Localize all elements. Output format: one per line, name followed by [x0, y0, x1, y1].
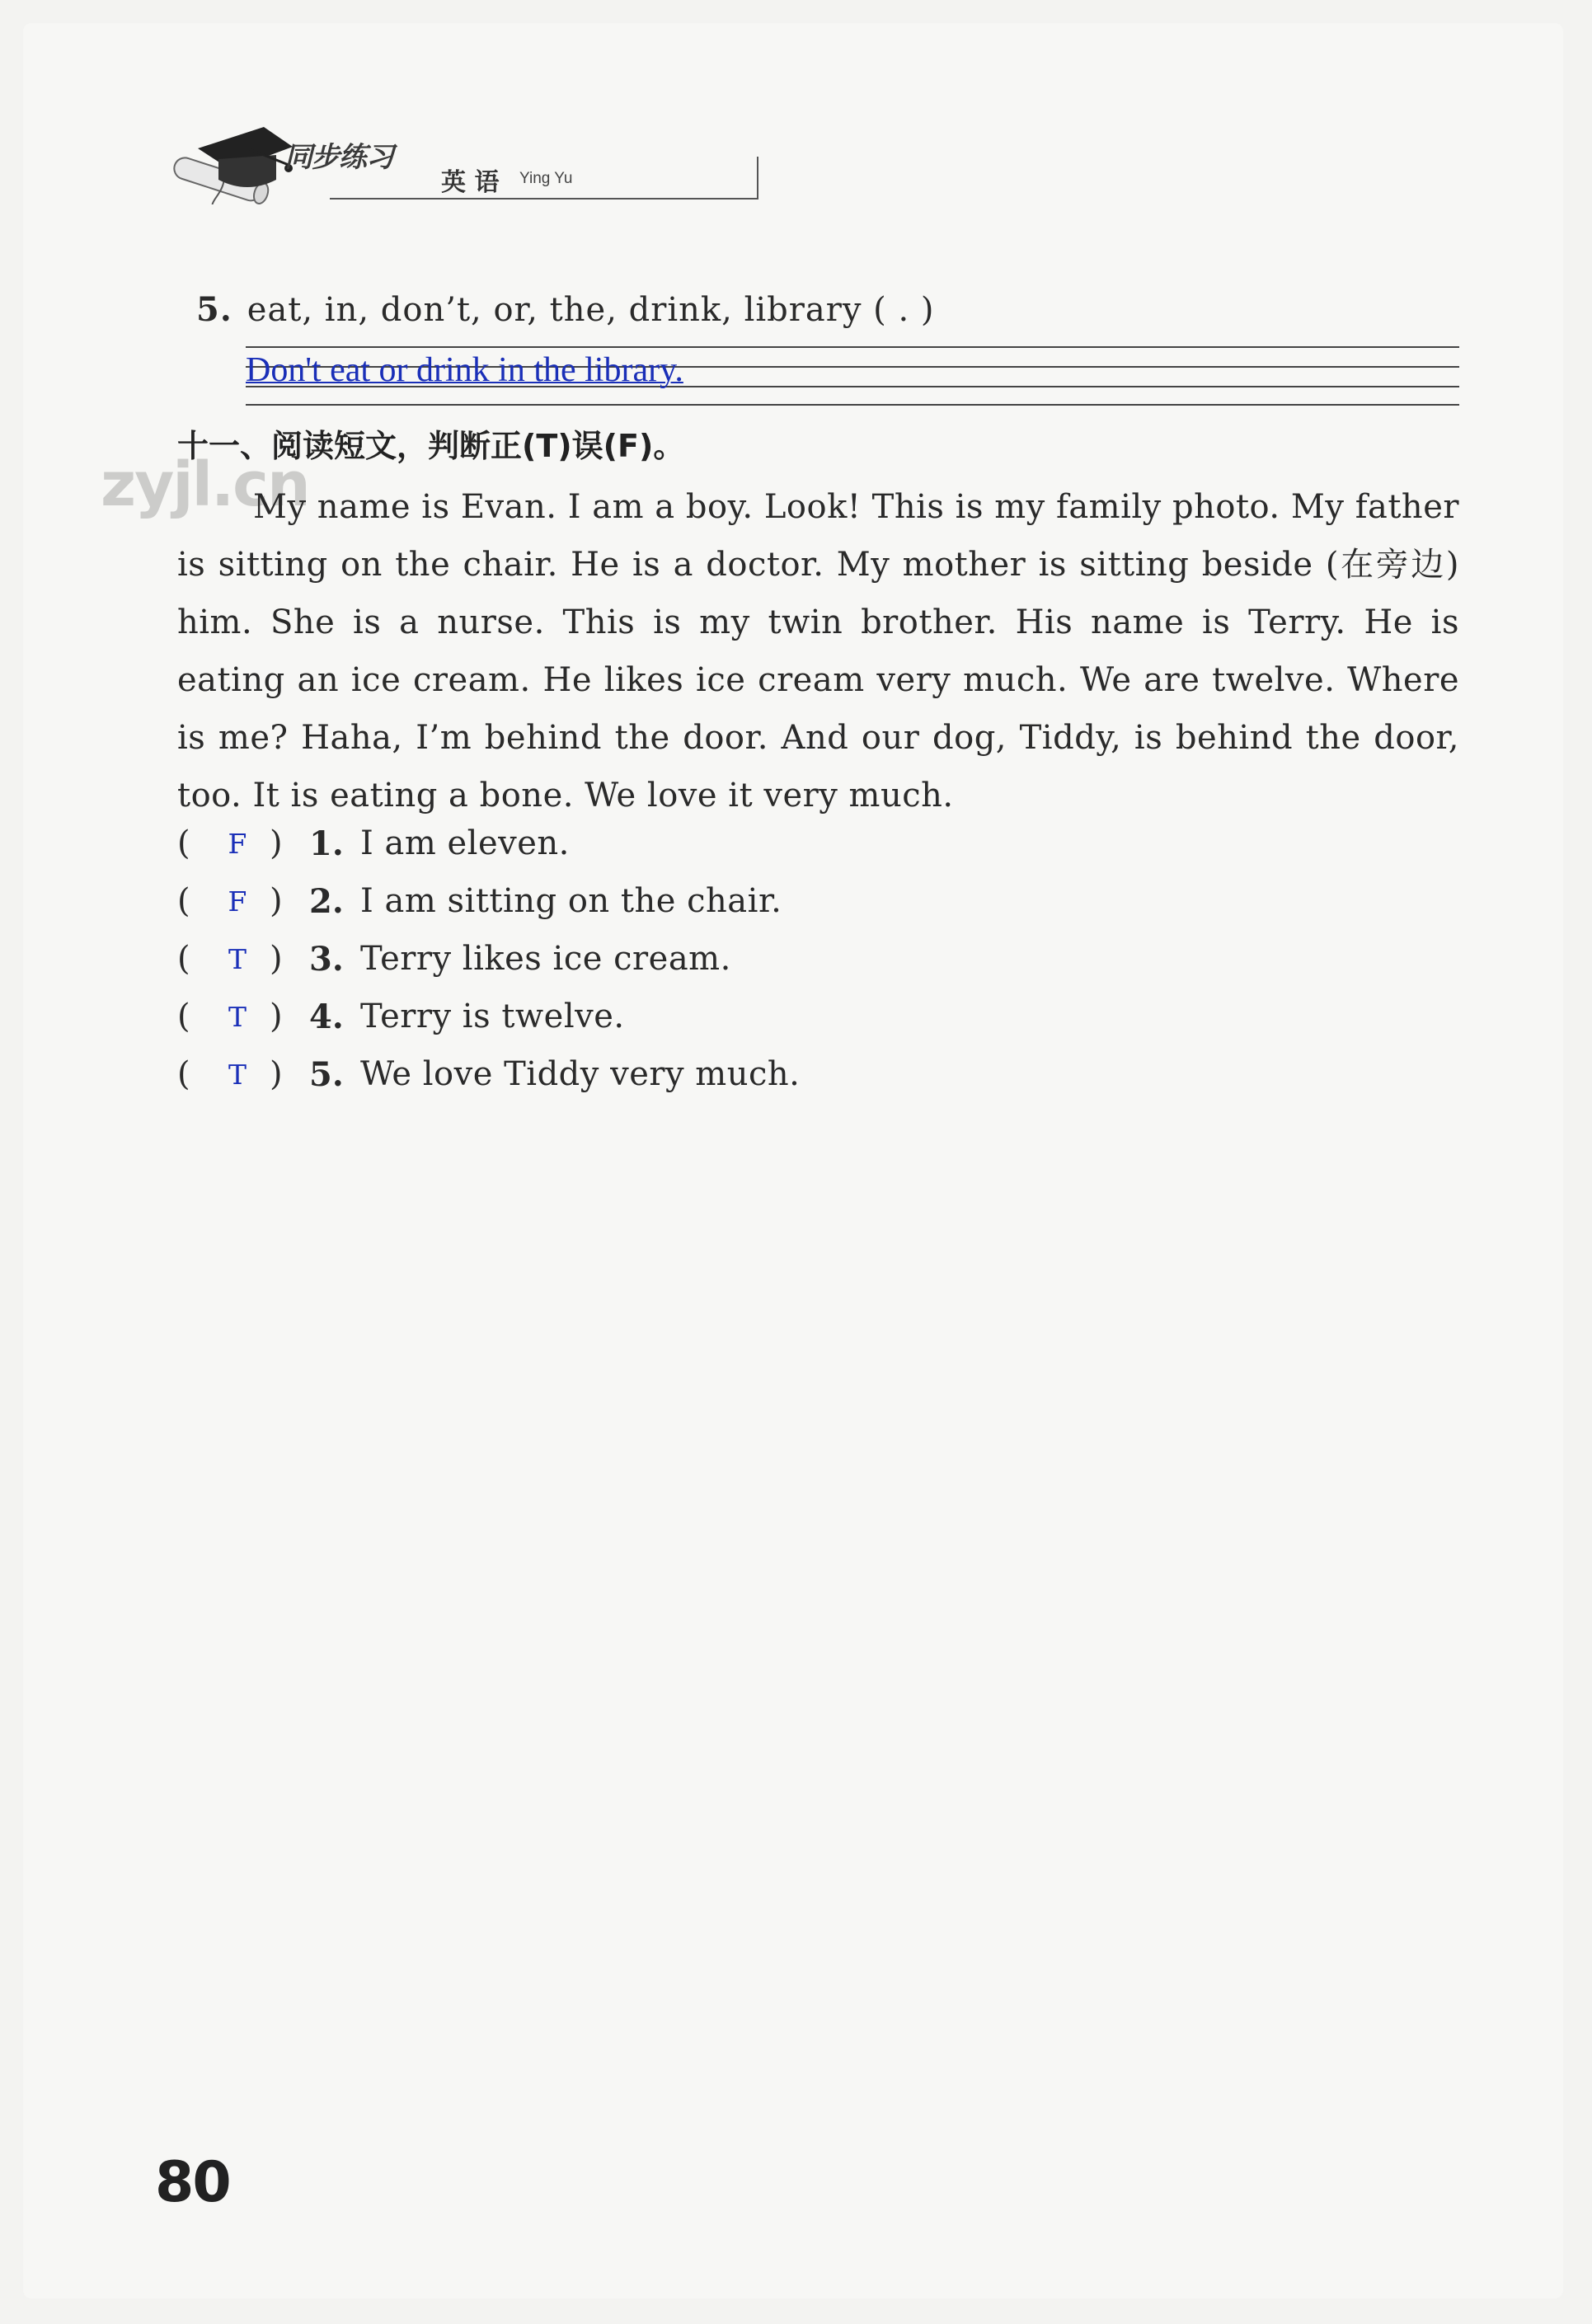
- paren-open: (: [177, 824, 190, 862]
- answer-line: [246, 346, 1459, 348]
- tf-answer: F: [228, 885, 247, 918]
- item-number: 3.: [309, 940, 344, 979]
- paren-close: ): [270, 882, 283, 920]
- paren-open: (: [177, 882, 190, 920]
- item-number: 2.: [309, 882, 344, 921]
- item-text: I am sitting on the chair.: [360, 882, 782, 920]
- page-header: [173, 122, 594, 204]
- subject-pinyin: Ying Yu: [519, 170, 573, 187]
- item-number: 5.: [309, 1055, 344, 1094]
- item-number: 4.: [309, 998, 344, 1036]
- series-title: 同步练习: [284, 141, 393, 174]
- tf-answer: T: [228, 1001, 247, 1033]
- reading-passage: [177, 478, 1459, 824]
- item-text: Terry is twelve.: [360, 998, 625, 1035]
- paren-close: ): [270, 1055, 283, 1093]
- handwritten-answer: Don't eat or drink in the library.: [246, 351, 683, 389]
- passage-text: My name is Evan. I am a boy. Look! This is my family photo. My father is sitting on the chair. He is a doctor. My mother is sitting beside (在旁边) him. She is a nurse. This is my twin brother. His name is Terry. He is eating an ice cream. He likes ice cream very much. We are twelve. Where is me? Haha, I’m behind the door. And our dog, Tiddy, is behind the door, too. It is eating a bone. We love it very much.: [177, 488, 1459, 815]
- item-text: Terry likes ice cream.: [360, 940, 731, 978]
- paren-close: ): [270, 998, 283, 1035]
- paren-close: ): [270, 824, 283, 862]
- subject-label: 英 语: [441, 168, 500, 197]
- question-prompt: eat, in, don’t, or, the, drink, library ( . ): [247, 291, 935, 329]
- tf-answer: T: [228, 1059, 247, 1091]
- header-rule: [330, 198, 758, 200]
- page-number: 80: [155, 2150, 230, 2215]
- answer-line: [246, 404, 1459, 406]
- question-5: [196, 290, 935, 329]
- item-text: We love Tiddy very much.: [360, 1055, 801, 1093]
- paren-open: (: [177, 1055, 190, 1093]
- item-number: 1.: [309, 824, 344, 863]
- section-title: 十一、阅读短文，判断正(T)误(F)。: [177, 428, 685, 464]
- paren-open: (: [177, 998, 190, 1035]
- paren-close: ): [270, 940, 283, 978]
- tf-answer: T: [228, 943, 247, 975]
- item-text: I am eleven.: [360, 824, 570, 862]
- header-rule-end: [757, 157, 758, 200]
- paren-open: (: [177, 940, 190, 978]
- watermark: zyjl.cn: [101, 449, 309, 520]
- tf-answer: F: [228, 828, 247, 860]
- question-number: 5.: [196, 290, 232, 329]
